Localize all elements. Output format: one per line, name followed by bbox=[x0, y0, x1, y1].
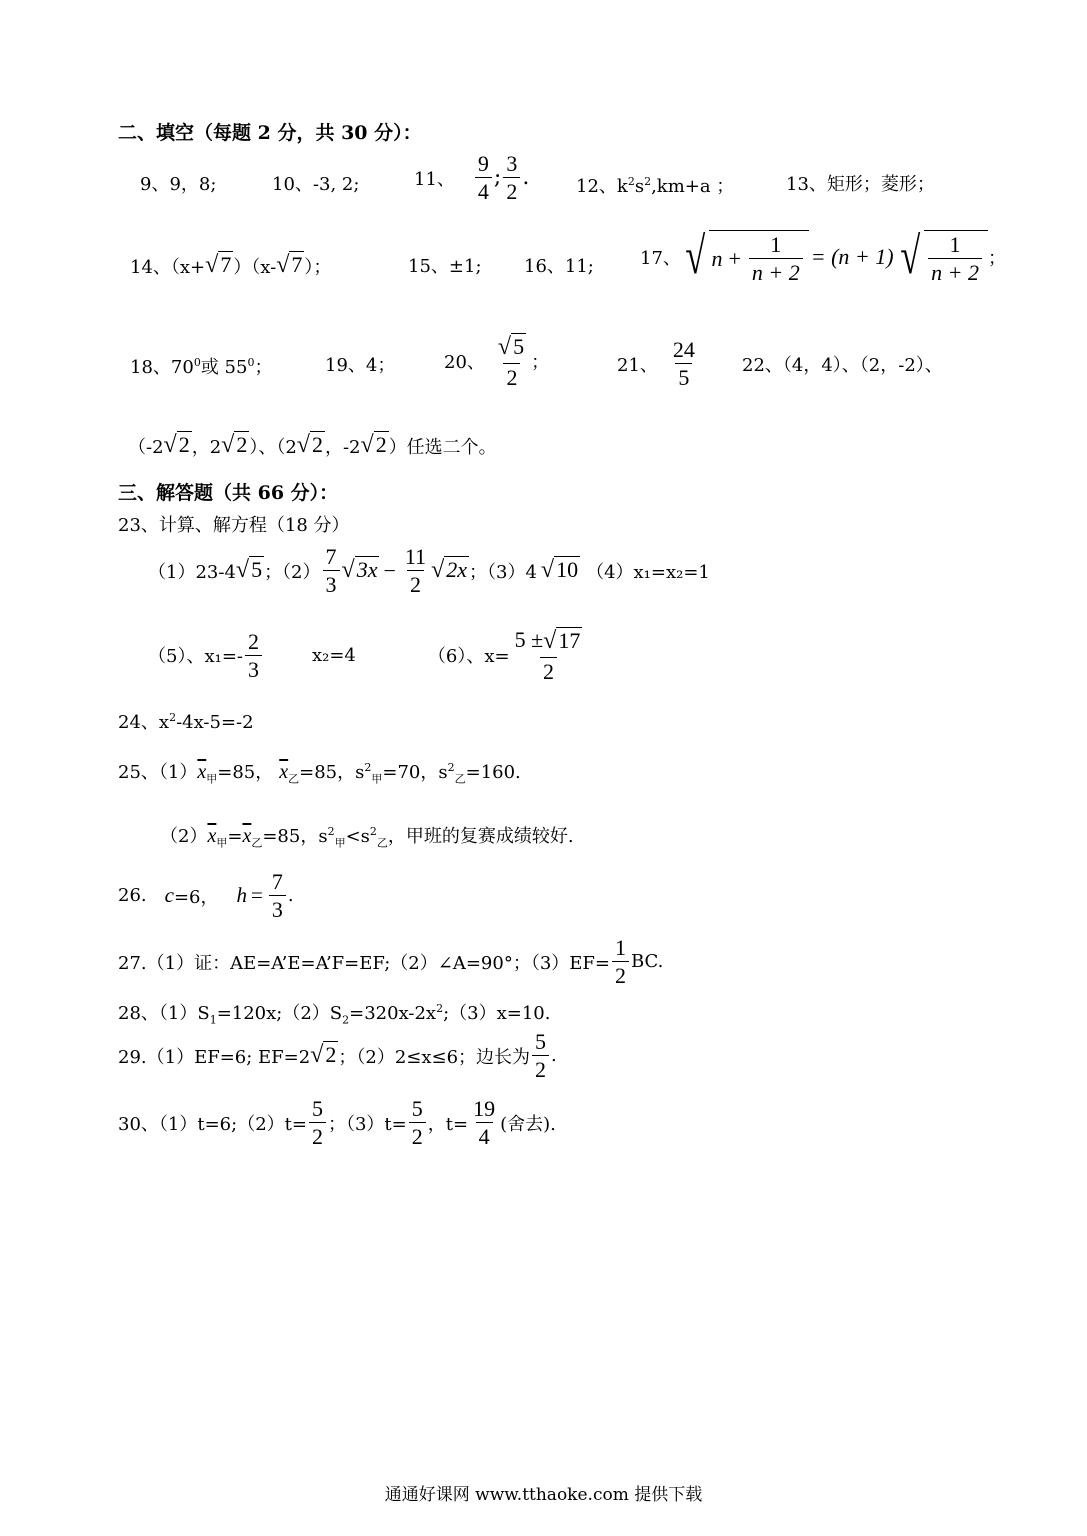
sqrt: √2 bbox=[221, 432, 248, 458]
sqrt: √5 bbox=[235, 557, 263, 584]
sqrt: √10 bbox=[540, 557, 579, 584]
answer-28: 28、$(1)S_1=120x;(2)S_2=320x-2x^2;(3)x=10$. bbox=[118, 1002, 551, 1027]
sqrt: √7 bbox=[276, 252, 303, 278]
fraction: $\frac{1}{2}$ bbox=[612, 936, 629, 987]
answer-22: 22、（4，4）、（2，-2）、 bbox=[742, 355, 943, 376]
fraction: $\frac{5}{2}$ bbox=[309, 1097, 326, 1148]
answer-23-title: 23、计算、解方程（18 分） bbox=[118, 515, 350, 536]
sqrt: √2 bbox=[310, 1042, 337, 1069]
sqrt: √2 bbox=[360, 432, 387, 458]
answer-19: 19、4； bbox=[325, 355, 396, 376]
answer-25-part-1: 25、$(1)\overline{x}_甲=85$， $\overline{x}_乙=85$，$s^2_甲=70$，$s^2_乙=160$. bbox=[118, 761, 521, 786]
answer-18: 18、$70^0$或 $55^0$； bbox=[130, 356, 273, 378]
sqrt: √2 bbox=[163, 432, 190, 458]
fraction: 24 5 bbox=[672, 337, 695, 391]
answer-24: 24、$x^2-4x-5=-2$ bbox=[118, 711, 254, 733]
answer-14: 14、（x+ √7 ）（x- √7 ）； bbox=[130, 252, 332, 278]
sqrt: √7 bbox=[205, 252, 232, 278]
fraction: $\frac{7}{3}$ bbox=[269, 870, 286, 921]
answer-22-continued: （-2 √2 ，2 √2 ）、（2 √2 ，-2 √2 ）任选二个。 bbox=[128, 432, 497, 458]
answer-29: 29.（1）EF=6; EF=2 √2 ；（2）2≤x≤6；边长为 5 2 . bbox=[118, 1029, 557, 1083]
answer-10: 10、-3, 2; bbox=[272, 174, 360, 195]
answer-12: 12、$k^2s^2,km+a$ ； bbox=[576, 175, 735, 197]
answer-11-label: 11、 bbox=[414, 168, 455, 190]
sqrt: √2 bbox=[296, 432, 323, 458]
answer-16: 16、11; bbox=[524, 256, 594, 277]
fraction: √5 2 bbox=[497, 334, 525, 390]
answer-26: 26. c =6， h = $\frac{7}{3}$ . bbox=[118, 869, 294, 923]
answer-15: 15、±1; bbox=[408, 256, 482, 277]
answer-30: 30、（1）t=6;（2）t= $\frac{5}{2}$ ；（3）t= $\frac{5}{2}$ ，t= $\frac{19}{4}$ (舍去). bbox=[118, 1096, 556, 1150]
answer-25-part-2: $(2)\overline{x}_甲=\overline{x}_乙=85$，$s^2_甲<s^2_乙$，甲班的复赛成绩较好. bbox=[160, 825, 574, 850]
fraction: $\frac{11}{2}$ bbox=[404, 544, 427, 598]
sqrt: √2x bbox=[431, 557, 467, 584]
section-2-title: 二、填空（每题 2 分，共 30 分）： bbox=[118, 122, 422, 144]
section-3-title: 三、解答题（共 66 分）： bbox=[118, 482, 339, 504]
fraction: $\frac{19}{4}$ bbox=[473, 1096, 496, 1150]
sqrt: √ n + $\frac{1}{n + 2}$ bbox=[681, 230, 809, 284]
answer-23-line-1: （1）23-4 √5 ；（2） 7 3 √3x − $\frac{11}{2}$ √2x ；（3）4 √10 （4）x₁=x₂=1 bbox=[148, 544, 710, 598]
answer-9: 9、9，8; bbox=[140, 174, 217, 195]
answer-20: 20、 √5 2 ； bbox=[444, 334, 550, 390]
answer-27: 27.（1）证：AE=A’E=A’F=EF;（2）∠A=90°；（3）EF= $\frac{1}{2}$ BC. bbox=[118, 935, 664, 989]
answer-13: 13、矩形；菱形； bbox=[786, 174, 935, 195]
fraction: 2 3 bbox=[245, 630, 262, 681]
fraction: 9 4 bbox=[475, 152, 492, 203]
answer-23-line-2: （5）、x₁=- 2 3 x₂=4 （6）、x= $\frac{5 \pm√17}{2}$ bbox=[148, 628, 587, 683]
sqrt: √3x bbox=[341, 557, 378, 584]
answer-11: 11、 9 4 ; 3 2 . bbox=[414, 151, 530, 205]
fraction: 3 2 bbox=[503, 152, 520, 203]
fraction: 5 2 bbox=[532, 1030, 549, 1081]
fraction: $\frac{5}{2}$ bbox=[409, 1097, 426, 1148]
fraction: $\frac{5 \pm√17}{2}$ bbox=[514, 627, 581, 684]
answer-21: 21、 24 5 bbox=[617, 338, 700, 389]
fraction: 7 3 bbox=[323, 545, 340, 596]
answer-17: 17、 √ n + $\frac{1}{n + 2}$ = (n + 1) √ 1 n + 2 ； bbox=[640, 228, 1006, 286]
sqrt: √ 1 n + 2 bbox=[896, 230, 988, 284]
footer-source-text: 通通好课网 www.tthaoke.com 提供下载 bbox=[384, 1485, 703, 1505]
